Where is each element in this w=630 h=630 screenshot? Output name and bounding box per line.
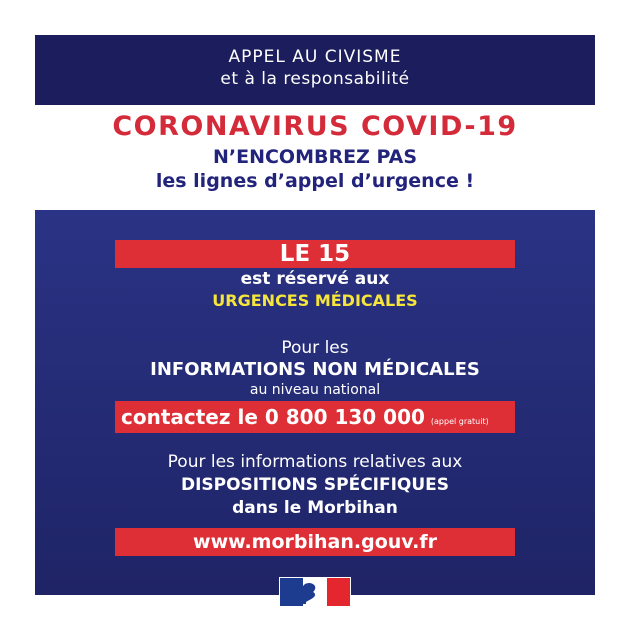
website-link[interactable]: www.morbihan.gouv.fr <box>115 528 515 556</box>
main-title: CORONAVIRUS COVID-19 <box>112 111 518 142</box>
info-panel <box>35 210 595 595</box>
warning-message <box>0 145 630 193</box>
pour-les-text: Pour les <box>281 338 349 358</box>
warning-line-2: les lignes d’appel d’urgence ! <box>155 170 475 192</box>
urgences-medicales-text: URGENCES MÉDICALES <box>212 291 418 310</box>
niveau-national-text: au niveau national <box>249 382 381 398</box>
contact-banner <box>115 401 515 433</box>
morbihan-text: dans le Morbihan <box>232 498 398 518</box>
marianne-profile-icon <box>303 578 327 606</box>
infos-non-medicales-text: INFORMATIONS NON MÉDICALES <box>150 359 480 380</box>
warning-line-1: N’ENCOMBREZ PAS <box>212 146 418 168</box>
marianne-logo-icon <box>280 578 350 606</box>
banner-line-1: APPEL AU CIVISME <box>228 47 402 67</box>
le-15-banner: LE 15 <box>115 240 515 268</box>
contact-note: (appel gratuit) <box>430 417 489 426</box>
reserved-text: est réservé aux <box>240 269 390 289</box>
pour-infos-text: Pour les informations relatives aux <box>167 452 463 472</box>
contact-number-text: contactez le 0 800 130 000 <box>121 405 425 429</box>
dispositions-text: DISPOSITIONS SPÉCIFIQUES <box>180 475 450 495</box>
banner-line-2: et à la responsabilité <box>220 69 410 89</box>
top-banner <box>35 35 595 105</box>
